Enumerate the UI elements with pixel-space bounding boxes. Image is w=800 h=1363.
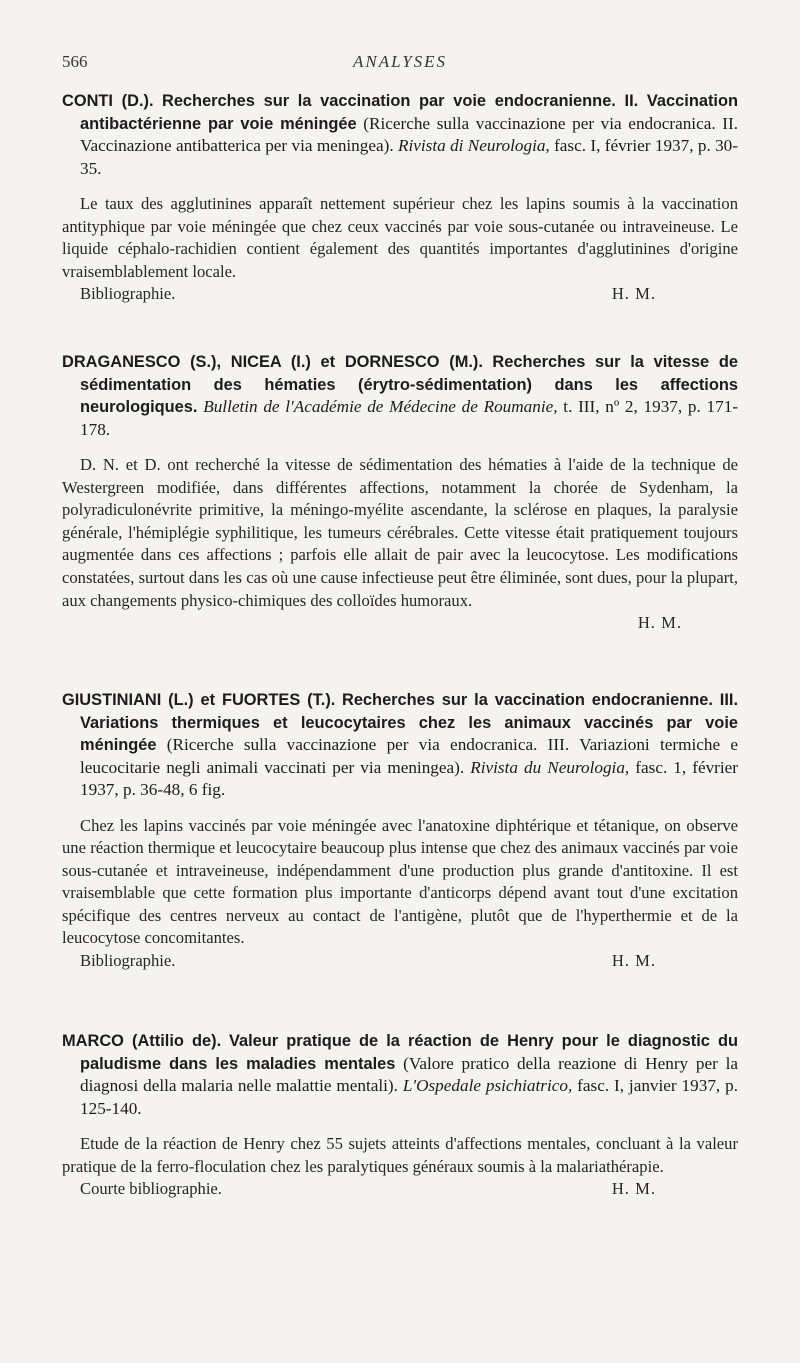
abstract-entry-marco (62, 1030, 738, 1201)
entry-signature: H. M. (611, 951, 656, 971)
entry-bibliography: Bibliographie. (80, 951, 176, 971)
entry-citation: t. III, nº 2, 1937, p. 171-178. (80, 397, 739, 439)
entry-signature: H. M. (637, 613, 682, 633)
entry-heading (62, 1030, 738, 1120)
entry-signature: H. M. (611, 1179, 656, 1199)
entry-footer (62, 1179, 738, 1201)
entry-title: Recherches sur la vaccination endocranienne. III. Variations thermiques et leucocytaires chez les animaux vaccinés par voie méningée (80, 691, 739, 754)
entry-authors: MARCO (Attilio de). (62, 1032, 222, 1050)
entry-citation: fasc. I, février 1937, p. 30-35. (80, 136, 739, 178)
page-header (62, 52, 738, 78)
entry-bibliography: Courte bibliographie. (80, 1179, 222, 1199)
entry-translation: (Ricerche sulla vaccinazione per via endocranica. II. Vaccinazione antibatterica per via meningea). (80, 113, 738, 155)
entry-title: Valeur pratique de la réaction de Henry pour le diagnostic du paludisme dans les maladies mentales (80, 1032, 739, 1073)
entry-heading (62, 351, 738, 441)
entry-source: Rivista di Neurologia, (398, 136, 550, 155)
entry-heading (62, 689, 738, 802)
entry-authors: CONTI (D.). (62, 92, 154, 110)
entry-citation: fasc. 1, février 1937, p. 36-48, 6 fig. (80, 757, 739, 799)
entry-title: Recherches sur la vitesse de sédimentation des hématies (érytro-sédimentation) dans les affections neurologiques. (80, 353, 739, 416)
entry-title: Recherches sur la vaccination par voie endocranienne. II. Vaccination antibactérienne par voie méningée (80, 92, 738, 133)
entry-summary: Etude de la réaction de Henry chez 55 sujets atteints d'affections mentales, concluant à la valeur pratique de la ferro-floculation chez les paralytiques généraux soumis à la malariathérapie. (62, 1134, 738, 1176)
entry-source: Bulletin de l'Académie de Médecine de Roumanie, (203, 397, 558, 416)
entry-translation: (Valore pratico della reazione di Henry per la diagnosi della malaria nelle malattie mentali). (80, 1053, 738, 1095)
entry-signature: H. M. (611, 284, 656, 304)
entry-authors: GIUSTINIANI (L.) et FUORTES (T.). (62, 691, 336, 709)
entry-citation: fasc. I, janvier 1937, p. 125-140. (80, 1076, 738, 1118)
entry-heading (62, 90, 738, 180)
entry-translation: (Ricerche sulla vaccinazione per via endocranica. III. Variazioni termiche e leucocitarie negli animali vaccinati per via meningea). (80, 735, 739, 777)
page-number: 566 (62, 52, 88, 71)
entry-source: L'Ospedale psichiatrico, (402, 1076, 573, 1095)
abstract-entry-conti (62, 90, 738, 306)
running-head: ANALYSES (352, 52, 448, 71)
entry-footer (62, 613, 738, 635)
abstract-entry-draganesco (62, 351, 738, 635)
entry-summary: Le taux des agglutinines apparaît nettement supérieur chez les lapins soumis à la vaccination antityphique par voie méningée que chez ceux vaccinés par voie sous-cutanée ou intraveineuse. Le liquide céphalo-rachidien contient également des quantités importantes d'agglutinines d'origine vraisemblablement locale. (62, 194, 738, 281)
entry-authors: DRAGANESCO (S.), NICEA (I.) et DORNESCO (M.). (62, 353, 483, 371)
entry-footer (62, 951, 738, 973)
abstract-entry-giustiniani (62, 689, 738, 973)
entry-summary: D. N. et D. ont recherché la vitesse de sédimentation des hématies à l'aide de la technique de Westergreen modifiée, dans différentes affections, notamment la chorée de Sydenham, la polyradiculonévrite primitive, la méningo-myélite ascendante, la sclérose en plaques, la paralysie générale, l'hémiplégie syphilitique, les tumeurs cérébrales. Cette vitesse était pratiquement toujours augmentée dans ces affections ; parfois elle allait de pair avec la leucocytose. Les modifications constatées, surtout dans les cas où une cause infectieuse peut être éliminée, sont dues, pour la plupart, aux changements physico-chimiques des colloïdes humoraux. (62, 455, 738, 610)
entry-source: Rivista du Neurologia, (470, 757, 630, 777)
entry-summary: Chez les lapins vaccinés par voie méningée avec l'anatoxine diphtérique et tétanique, on observe une réaction thermique et leucocytaire beaucoup plus intense que chez des animaux vaccinés par voie sous-cutanée et intraveineuse, indépendamment d'une production plus grande d'antitoxine. Il est vraisemblable que cette formation plus importante d'anticorps dépend avant tout d'une excitation spécifique des centres nerveux au contact de l'antigène, plutôt que de l'hyperthermie et de la leucocytose concomitantes. (62, 815, 738, 948)
entry-bibliography: Bibliographie. (80, 284, 176, 304)
entry-footer (62, 284, 738, 306)
